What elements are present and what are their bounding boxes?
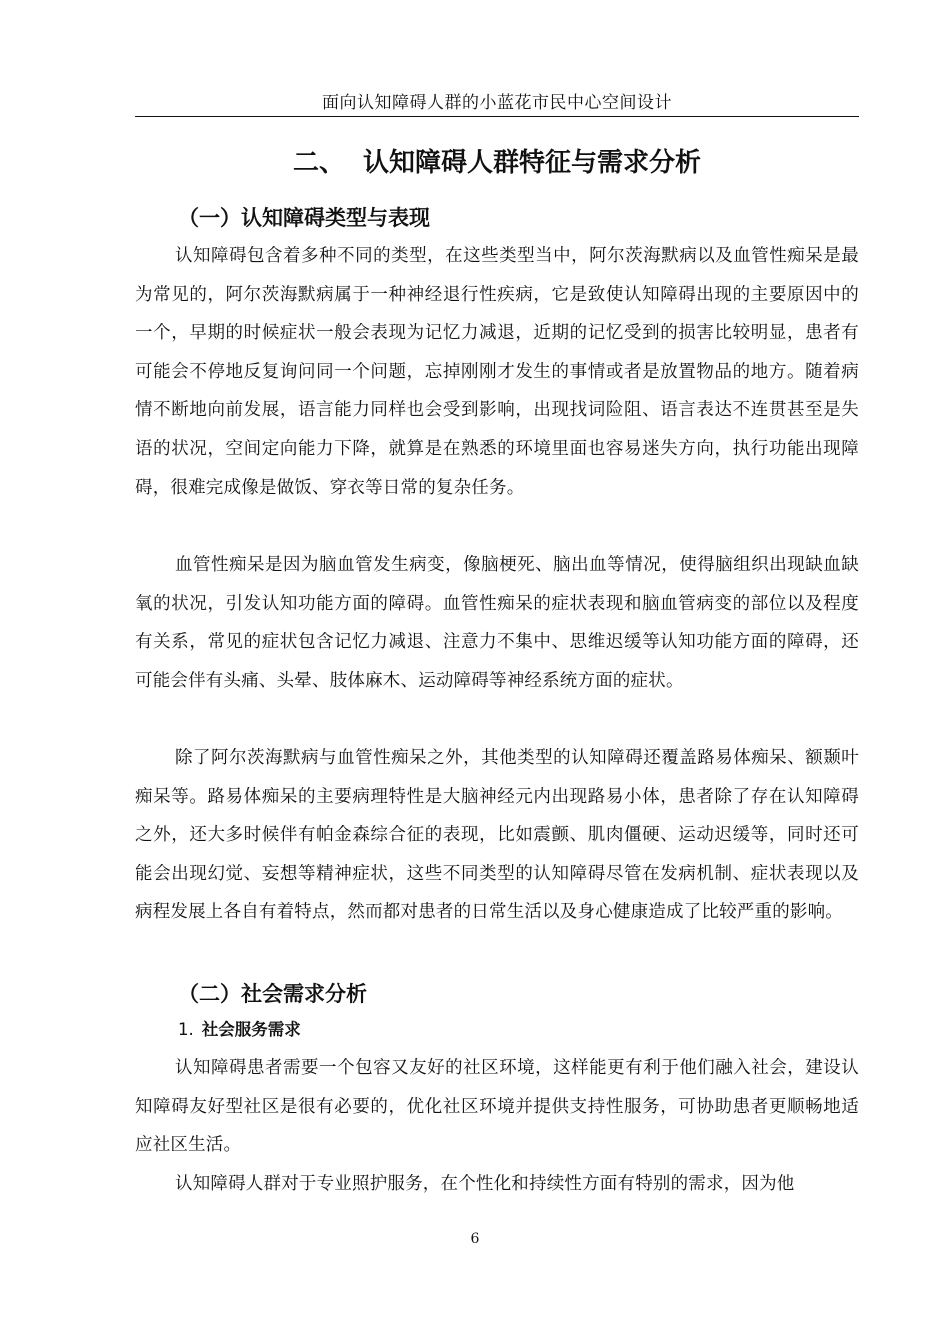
sub-heading [178, 1018, 301, 1042]
paragraph: 血管性痴呆是因为脑血管发生病变，像脑梗死、脑出血等情况，使得脑组织出现缺血缺氧的状况，引发认知功能方面的障碍。血管性痴呆的症状表现和脑血管病变的部位以及程度有关系，常见的症状包含记忆力减退、注意力不集中、思维迟缓等认知功能方面的障碍，还可能会伴有头痛、头晕、肢体麻木、运动障碍等神经系统方面的症状。 [135, 555, 859, 691]
chapter-title [135, 146, 859, 180]
sub-heading-text: 社会服务需求 [201, 1020, 301, 1039]
running-header: 面向认知障碍人群的小蓝花市民中心空间设计 [322, 93, 672, 113]
section-heading-2: （二）社会需求分析 [178, 982, 367, 1006]
page-number: 6 [470, 1231, 480, 1247]
chapter-number: 二、 [292, 148, 345, 178]
chapter-title-text: 认知障碍人群特征与需求分析 [363, 148, 702, 178]
sub-heading-number: 1. [178, 1020, 194, 1039]
paragraph: 认知障碍患者需要一个包容又友好的社区环境，这样能更有利于他们融入社会，建设认知障碍友好型社区是很有必要的，优化社区环境并提供支持性服务，可协助患者更顺畅地适应社区生活。 [135, 1058, 859, 1156]
header-rule [135, 116, 859, 117]
paragraph: 认知障碍人群对于专业照护服务，在个性化和持续性方面有特别的需求，因为他 [175, 1174, 795, 1194]
paragraph: 认知障碍包含着多种不同的类型，在这些类型当中，阿尔茨海默病以及血管性痴呆是最为常见的，阿尔茨海默病属于一种神经退行性疾病，它是致使认知障碍出现的主要原因中的一个，早期的时候症状一般会表现为记忆力减退，近期的记忆受到的损害比较明显，患者有可能会不停地反复询问同一个问题，忘掉刚刚才发生的事情或者是放置物品的地方。随着病情不断地向前发展，语言能力同样也会受到影响，出现找词险阻、语言表达不连贯甚至是失语的状况，空间定向能力下降，就算是在熟悉的环境里面也容易迷失方向，执行功能出现障碍，很难完成像是做饭、穿衣等日常的复杂任务。 [135, 246, 859, 498]
section-heading-1: （一）认知障碍类型与表现 [178, 206, 430, 230]
paragraph: 除了阿尔茨海默病与血管性痴呆之外，其他类型的认知障碍还覆盖路易体痴呆、额颞叶痴呆等。路易体痴呆的主要病理特性是大脑神经元内出现路易小体，患者除了存在认知障碍之外，还大多时候伴有帕金森综合征的表现，比如震颤、肌肉僵硬、运动迟缓等，同时还可能会出现幻觉、妄想等精神症状，这些不同类型的认知障碍尽管在发病机制、症状表现以及病程发展上各自有着特点，然而都对患者的日常生活以及身心健康造成了比较严重的影响。 [135, 748, 859, 923]
